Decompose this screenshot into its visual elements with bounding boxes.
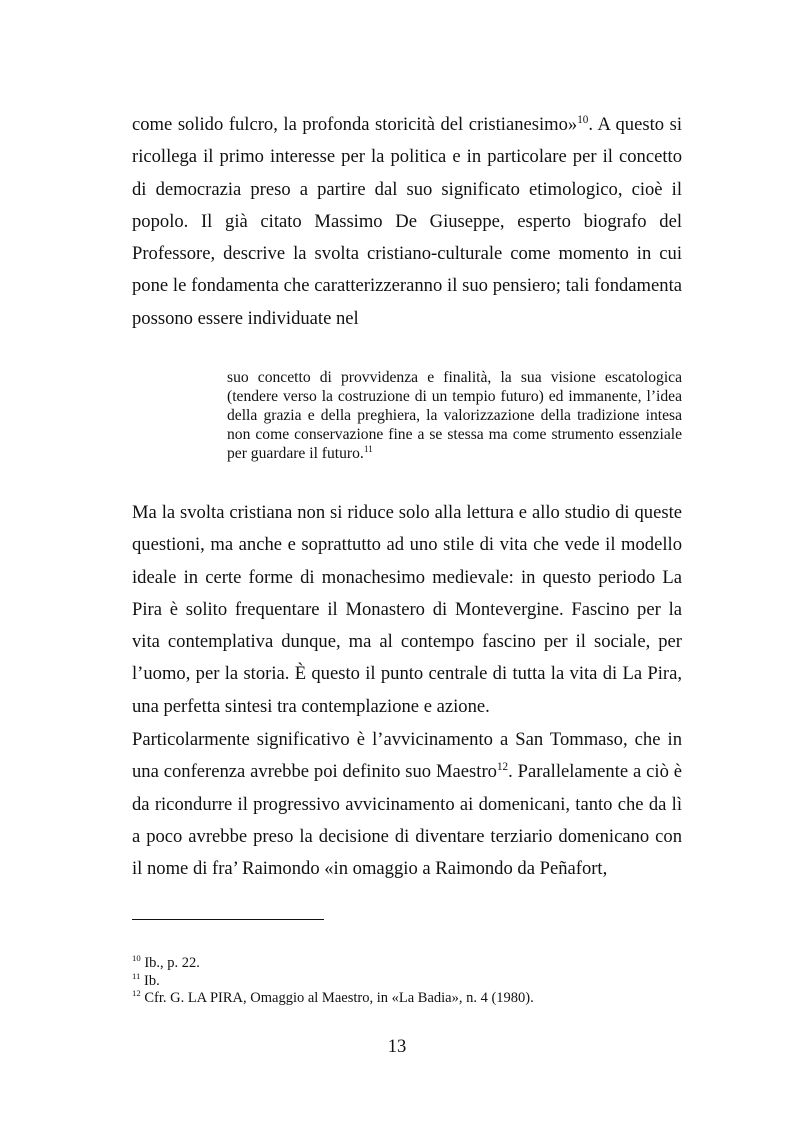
footnotes	[132, 955, 692, 1008]
block-quote	[227, 368, 682, 463]
paragraph-text: come solido fulcro, la profonda storicità del cristianesimo»	[132, 114, 578, 135]
body-paragraph-3	[132, 724, 682, 885]
footnote-text: Ib., p. 22.	[140, 955, 200, 971]
paragraph-text: Particolarmente significativo è l’avvicinamento a San Tommaso, che in una conferenza avrebbe poi definito suo Maestro	[132, 729, 682, 783]
paragraph-text: Ma la svolta cristiana non si riduce solo alla lettura e allo studio di queste questioni, ma anche e soprattutto ad uno stile di vita che vede il modello ideale in certe forme di monachesimo medievale: in questo periodo La Pira è solito frequentare il Monastero di Montevergine. Fascino per la vita contemplativa dunque, ma al contempo fascino per il sociale, per l’uomo, per la storia. È questo il punto centrale di tutta la vita di La Pira, una perfetta sintesi tra contemplazione e azione.	[132, 502, 682, 717]
footnote-text: Cfr. G. LA PIRA, Omaggio al Maestro, in «La Badia», n. 4 (1980).	[140, 990, 534, 1006]
footnote-12	[132, 990, 692, 1008]
footnote-number: 11	[132, 970, 141, 981]
footnote-ref-11: 11	[363, 444, 373, 455]
footnote-number: 12	[132, 988, 141, 999]
footnote-ref-10: 10	[577, 113, 589, 126]
quote-text: suo concetto di provvidenza e finalità, la sua visione escatologica (tendere verso la costruzione di un tempio futuro) ed immanente, l’idea della grazia e della preghiera, la valorizzazione della tradizione intesa non come conservazione fine a se stessa ma come strumento essenziale per guardare il futuro.	[227, 369, 682, 462]
body-paragraph-2	[132, 497, 682, 723]
paragraph-text-continued: . A questo si ricollega il primo interesse per la politica e in particolare per il concetto di democrazia preso a partire dal suo significato etimologico, cioè il popolo. Il già citato Massimo De Giuseppe, esperto biografo del Professore, descrive la svolta cristiano-culturale come momento in cui pone le fondamenta che caratterizzeranno il suo pensiero; tali fondamenta possono essere individuate nel	[132, 114, 682, 329]
footnote-10	[132, 955, 692, 973]
footnote-11	[132, 970, 692, 991]
footnote-ref-12: 12	[496, 761, 509, 774]
paragraph-text-continued: . Parallelamente a ciò è da ricondurre il progressivo avvicinamento ai domenicani, tanto che da lì a poco avrebbe preso la decisione di diventare terziario domenicano con il nome di fra’ Raimondo «in omaggio a Raimondo da Peñafort,	[132, 761, 683, 880]
page-number: 13	[387, 1036, 407, 1057]
footnote-text: Ib.	[140, 972, 160, 989]
body-paragraph-1	[132, 109, 682, 335]
footnote-separator	[132, 919, 324, 920]
footnote-number: 10	[132, 953, 141, 964]
